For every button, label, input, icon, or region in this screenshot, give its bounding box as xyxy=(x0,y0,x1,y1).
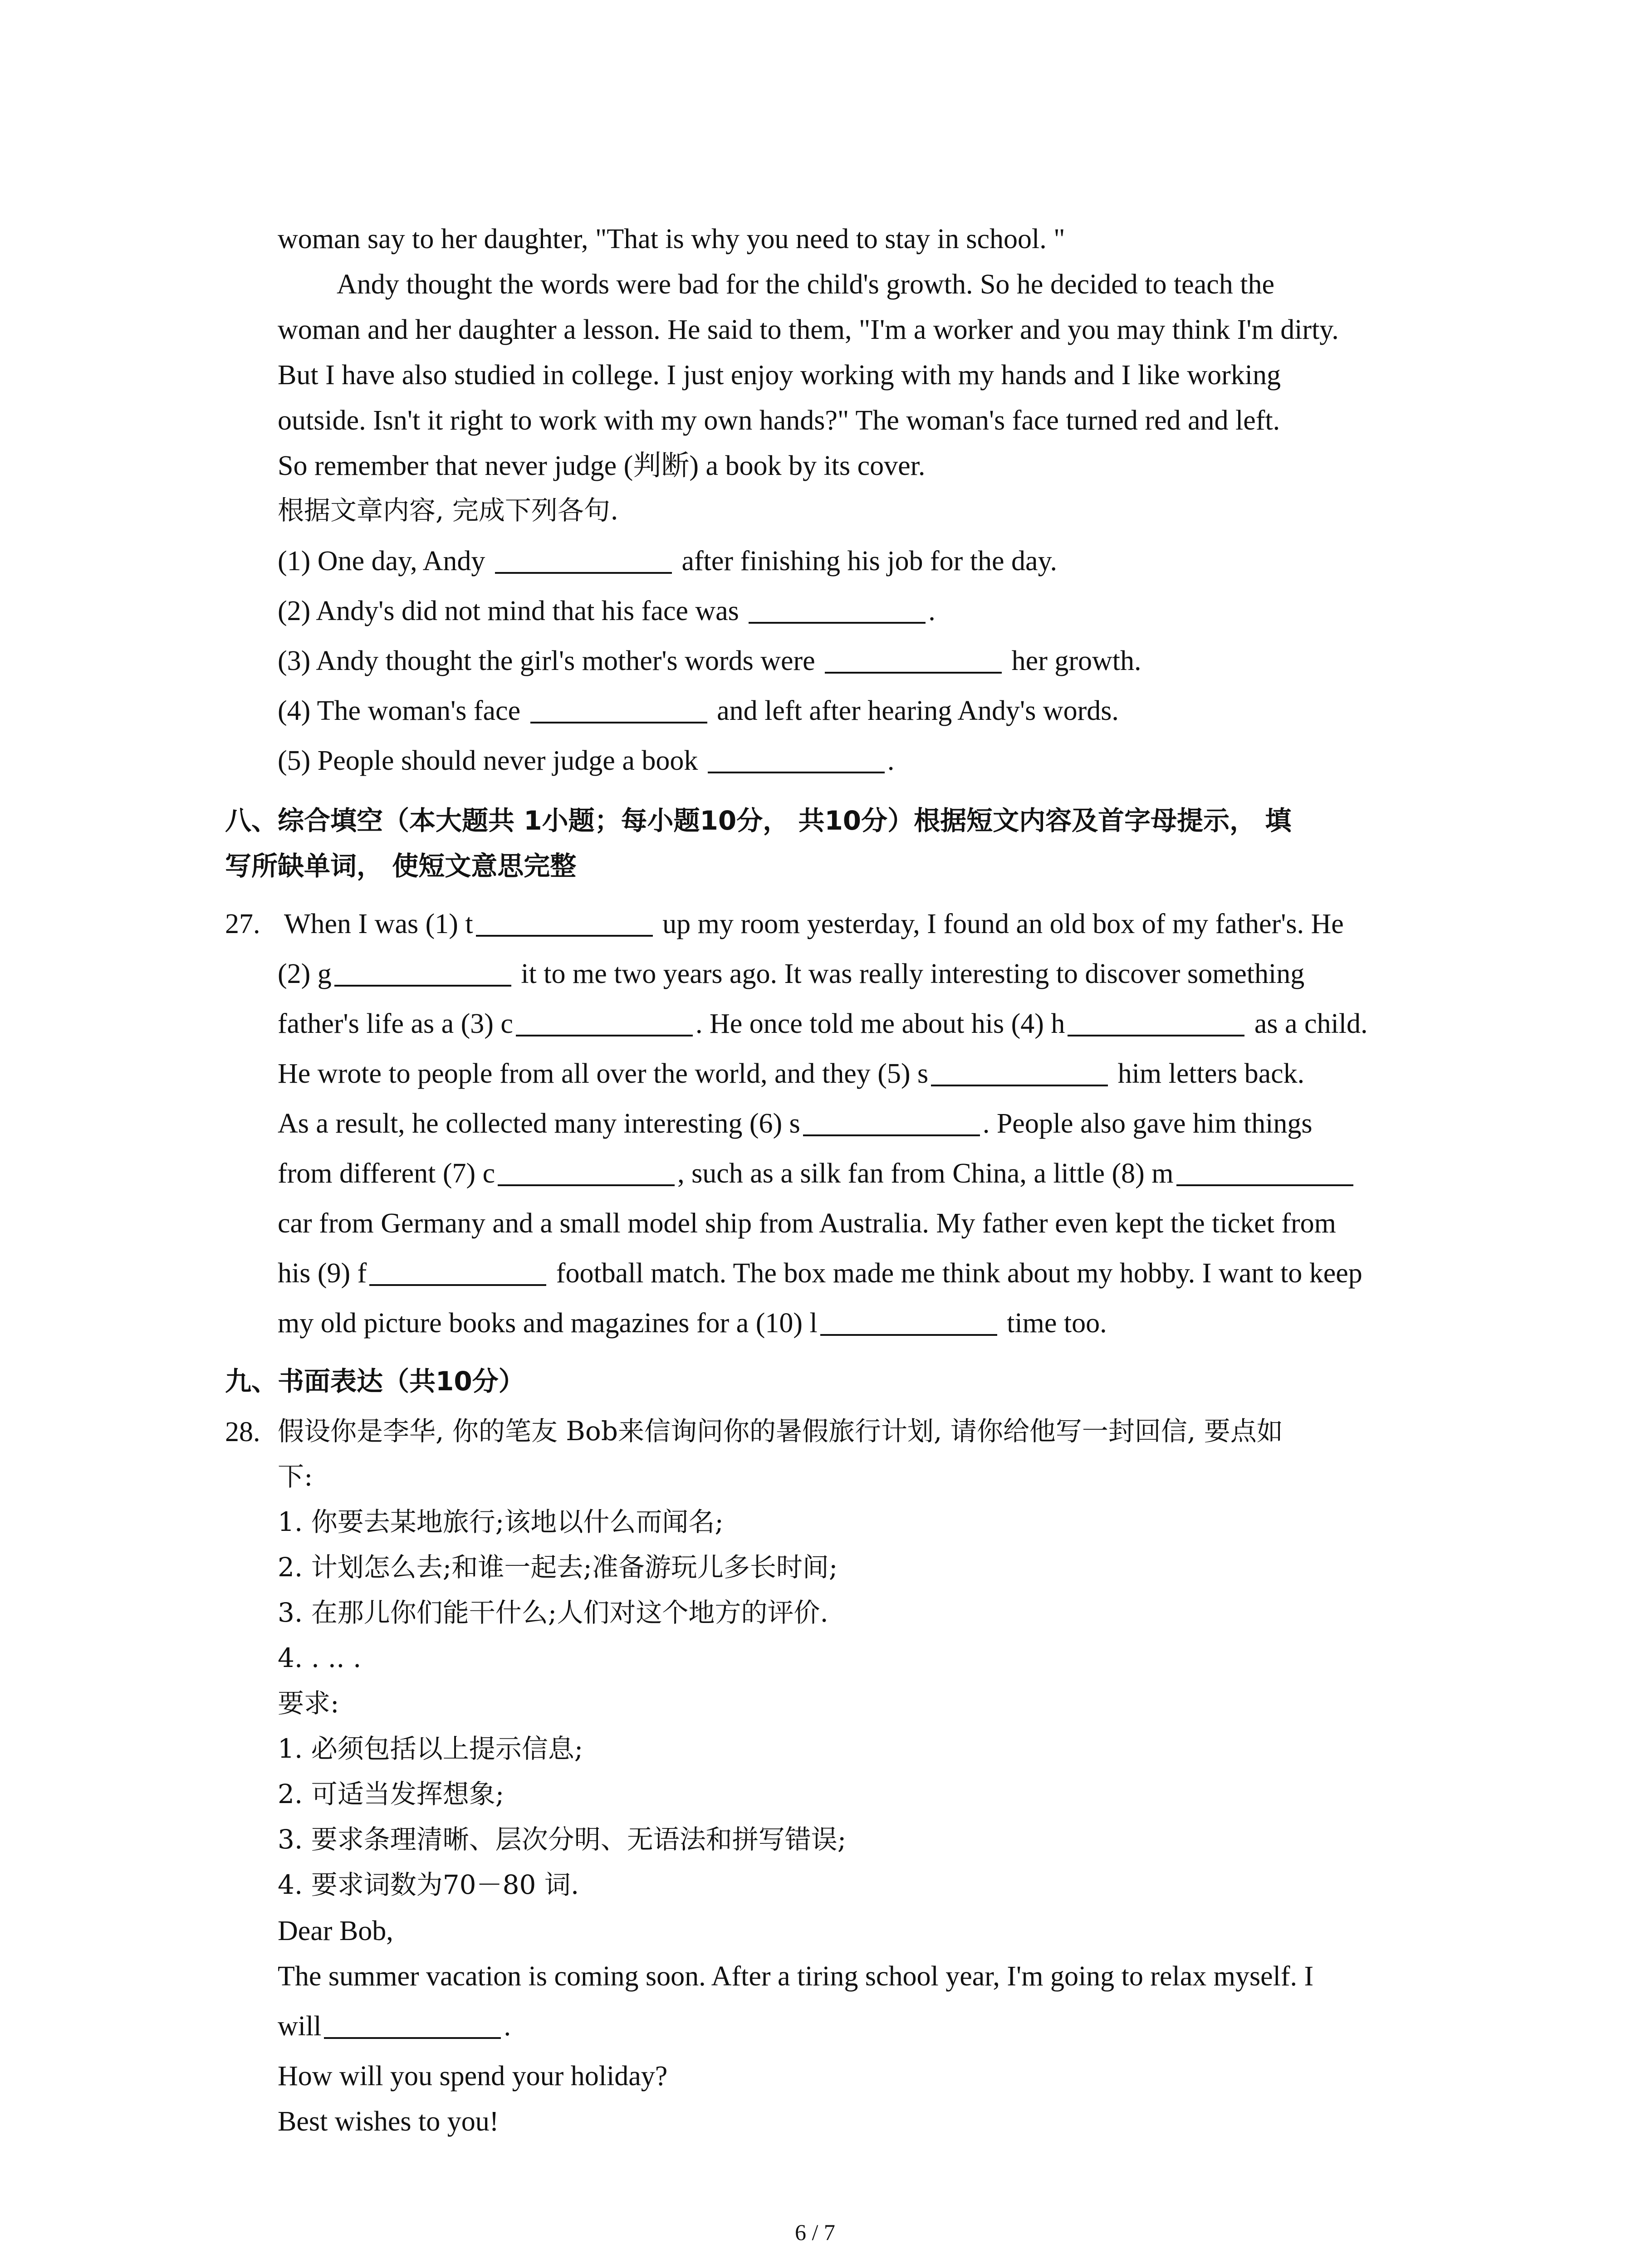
completion-item: (3) Andy thought the girl's mother's words were her growth. xyxy=(278,645,1141,676)
section-heading: 八、综合填空（本大题共 1小题；每小题10分， 共10分）根据短文内容及首字母提示， 填 xyxy=(225,805,1292,836)
answer-blank[interactable] xyxy=(530,721,707,723)
passage-line: woman and her daughter a lesson. He said to them, "I'm a worker and you may think I'm dirty. xyxy=(278,314,1339,345)
passage-line: Andy thought the words were bad for the child's growth. So he decided to teach the xyxy=(337,269,1274,300)
question-number: 27. xyxy=(225,909,260,939)
completion-item: (5) People should never judge a book . xyxy=(278,745,895,776)
passage-line: So remember that never judge (判断) a book by its cover. xyxy=(278,450,926,481)
answer-blank[interactable] xyxy=(495,572,672,574)
cloze-line: (2) g it to me two years ago. It was really interesting to discover something xyxy=(278,958,1305,989)
answer-blank[interactable] xyxy=(334,984,511,987)
completion-item: (4) The woman's face and left after hearing Andy's words. xyxy=(278,695,1119,726)
answer-blank[interactable] xyxy=(1068,1034,1244,1036)
passage-line: But I have also studied in college. I just enjoy working with my hands and I like working xyxy=(278,360,1281,391)
requirement: 1. 必须包括以上提示信息; xyxy=(278,1733,583,1764)
letter-line: The summer vacation is coming soon. After a tiring school year, I'm going to relax myself. I xyxy=(278,1961,1314,1992)
answer-blank[interactable] xyxy=(369,1284,546,1286)
letter-closing: Best wishes to you! xyxy=(278,2106,499,2137)
letter-greeting: Dear Bob, xyxy=(278,1916,393,1946)
answer-blank[interactable] xyxy=(825,671,1002,674)
letter-line: How will you spend your holiday? xyxy=(278,2061,668,2092)
cloze-line: He wrote to people from all over the world, and they (5) s him letters back. xyxy=(278,1058,1305,1089)
answer-blank[interactable] xyxy=(476,934,653,937)
cloze-line: As a result, he collected many interesting (6) s . People also gave him things xyxy=(278,1108,1313,1139)
cloze-line: his (9) f football match. The box made me think about my hobby. I want to keep xyxy=(278,1258,1362,1289)
cloze-line: from different (7) c , such as a silk fan from China, a little (8) m xyxy=(278,1159,1356,1188)
cloze-line: car from Germany and a small model ship from Australia. My father even kept the ticket from xyxy=(278,1208,1336,1239)
passage-line: outside. Isn't it right to work with my own hands?" The woman's face turned red and left. xyxy=(278,405,1280,436)
requirement: 4. 要求词数为70－80 词. xyxy=(278,1869,579,1900)
completion-item: (1) One day, Andy after finishing his job for the day. xyxy=(278,546,1058,577)
completion-item: (2) Andy's did not mind that his face was . xyxy=(278,596,936,626)
task-instruction: 根据文章内容, 完成下列各句. xyxy=(278,495,619,526)
question-number: 28. xyxy=(225,1417,260,1447)
letter-line: will . xyxy=(278,2011,511,2042)
answer-blank[interactable] xyxy=(931,1084,1108,1086)
answer-blank[interactable] xyxy=(498,1184,675,1186)
answer-blank[interactable] xyxy=(516,1034,693,1036)
answer-blank[interactable] xyxy=(708,771,885,773)
cloze-line: When I was (1) t up my room yesterday, I found an old box of my father's. He xyxy=(284,909,1344,939)
writing-prompt: 下: xyxy=(278,1461,313,1492)
prompt-point: 1. 你要去某地旅行;该地以什么而闻名; xyxy=(278,1506,724,1537)
requirement: 2. 可适当发挥想象; xyxy=(278,1779,505,1809)
page-number: 6 / 7 xyxy=(795,2219,835,2245)
answer-blank[interactable] xyxy=(324,2037,501,2039)
passage-line: woman say to her daughter, "That is why you need to stay in school. " xyxy=(278,224,1065,254)
answer-blank[interactable] xyxy=(1176,1184,1353,1186)
prompt-point: 2. 计划怎么去;和谁一起去;准备游玩儿多长时间; xyxy=(278,1552,838,1583)
answer-blank[interactable] xyxy=(803,1134,980,1136)
cloze-line: my old picture books and magazines for a (10) l time too. xyxy=(278,1308,1107,1339)
prompt-point: 4. . .. . xyxy=(278,1642,362,1673)
requirement: 3. 要求条理清晰、层次分明、无语法和拼写错误; xyxy=(278,1824,847,1855)
writing-prompt: 假设你是李华, 你的笔友 Bob来信询问你的暑假旅行计划, 请你给他写一封回信, 要点如 xyxy=(278,1416,1283,1447)
answer-blank[interactable] xyxy=(749,621,926,624)
section-heading: 写所缺单词， 使短文意思完整 xyxy=(225,850,577,881)
answer-blank[interactable] xyxy=(820,1334,997,1336)
cloze-line: father's life as a (3) c . He once told me about his (4) h as a child. xyxy=(278,1008,1368,1039)
requirements-title: 要求: xyxy=(278,1688,339,1719)
section-heading: 九、书面表达（共10分） xyxy=(225,1366,525,1397)
prompt-point: 3. 在那儿你们能干什么;人们对这个地方的评价. xyxy=(278,1597,828,1628)
